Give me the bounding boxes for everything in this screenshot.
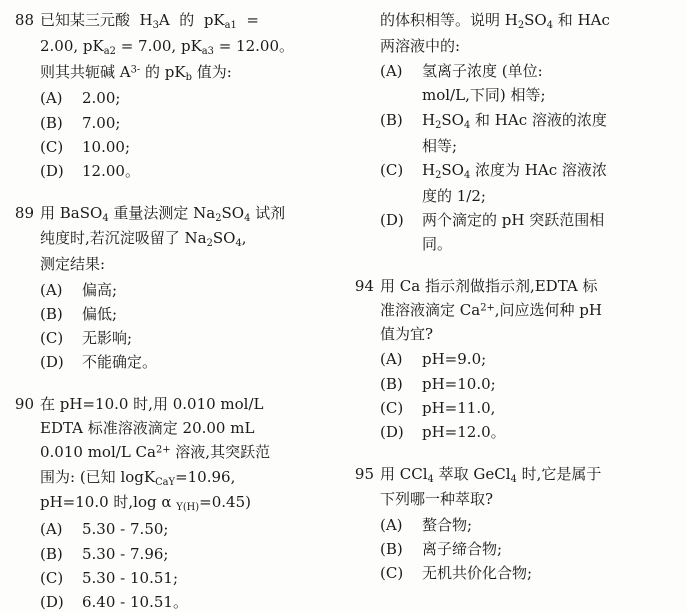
option-text: pH=12.0。 bbox=[422, 423, 506, 442]
question-95 bbox=[350, 462, 672, 586]
option-a bbox=[40, 278, 332, 302]
option-text: 7.00; bbox=[82, 113, 121, 132]
option-text bbox=[422, 158, 672, 208]
option-b bbox=[380, 537, 672, 561]
option-label: (C) bbox=[380, 564, 404, 583]
option-a bbox=[40, 517, 332, 541]
option-label: (C) bbox=[40, 568, 64, 587]
option-text: 5.30 - 7.96; bbox=[82, 544, 169, 563]
option-text: 2.00; bbox=[82, 89, 121, 108]
option-c bbox=[380, 158, 672, 208]
option-text: pH=10.0; bbox=[422, 374, 496, 393]
option-list bbox=[380, 513, 672, 586]
question-number: 89 bbox=[14, 203, 34, 222]
option-label: (D) bbox=[380, 210, 404, 229]
option-text: 离子缔合物; bbox=[422, 540, 503, 558]
option-label: (A) bbox=[380, 62, 403, 81]
option-label: (B) bbox=[380, 110, 403, 129]
option-label: (B) bbox=[40, 113, 63, 132]
option-label: (A) bbox=[40, 520, 63, 539]
question-number: 95 bbox=[354, 464, 374, 483]
question-body bbox=[380, 462, 672, 586]
question-94 bbox=[350, 274, 672, 445]
option-label: (B) bbox=[380, 374, 403, 393]
question-number: 94 bbox=[354, 276, 374, 295]
option-label: (B) bbox=[380, 540, 403, 558]
option-line: $H_2SO_4$ 和 HAc 溶液的浓度 bbox=[422, 110, 607, 131]
question-stem: 用 Ca 指示剂做指示剂,EDTA 标 准溶液滴定 $Ca^{2+}$,问应选何种 pH 值为宜? bbox=[380, 276, 602, 344]
two-column-layout bbox=[10, 8, 677, 612]
question-body bbox=[380, 274, 672, 445]
option-line: 氢离子浓度 (单位: bbox=[422, 62, 543, 81]
option-label: (A) bbox=[380, 350, 403, 369]
question-stem: 已知某三元酸 $H_3A$ 的 $pK_{a1}$ = 2.00, $pK_{a2} = 7.00$, $pK_{a3} = 12.00$。 则其共轭碱 $A^{3-}$ 的 $pK_b$ 值为: bbox=[40, 11, 294, 83]
option-label: (A) bbox=[40, 89, 63, 108]
continuation-stem: 的体积相等。说明 $H_2SO_4$ 和 HAc 两溶液中的: bbox=[380, 11, 610, 55]
option-label: (C) bbox=[380, 399, 404, 417]
option-a bbox=[40, 86, 332, 110]
question-90 bbox=[10, 392, 332, 612]
option-label: (D) bbox=[40, 162, 64, 181]
left-column bbox=[10, 8, 332, 612]
option-label: (C) bbox=[40, 138, 64, 157]
option-a bbox=[380, 513, 672, 537]
option-text: 5.30 - 10.51; bbox=[82, 568, 178, 587]
option-d bbox=[40, 350, 332, 374]
option-line: 度的 1/2; bbox=[422, 186, 486, 205]
question-89 bbox=[10, 201, 332, 375]
option-text: 6.40 - 10.51。 bbox=[82, 593, 188, 612]
option-list bbox=[40, 86, 332, 183]
option-text: pH=9.0; bbox=[422, 350, 487, 369]
option-list bbox=[380, 347, 672, 444]
option-a bbox=[380, 347, 672, 371]
option-line: $H_2SO_4$ 浓度为 HAc 溶液浓 bbox=[422, 160, 607, 181]
option-text: 12.00。 bbox=[82, 162, 140, 181]
option-b bbox=[40, 542, 332, 566]
option-text: 10.00; bbox=[82, 138, 130, 157]
option-label: (D) bbox=[40, 353, 64, 372]
question-stem: 用 BaSO$_4$ 重量法测定 $Na_2SO_4$ 试剂 纯度时,若沉淀吸留了 $Na_2SO_4$, 测定结果: bbox=[40, 203, 286, 274]
question-body bbox=[40, 392, 332, 612]
question-continuation bbox=[350, 8, 672, 257]
question-body bbox=[40, 8, 332, 184]
option-label: (C) bbox=[380, 160, 404, 179]
option-b bbox=[40, 111, 332, 135]
option-a bbox=[380, 59, 672, 108]
option-b bbox=[40, 302, 332, 326]
option-label: (D) bbox=[40, 593, 64, 612]
option-c bbox=[40, 135, 332, 159]
question-stem: 在 pH=10.0 时,用 0.010 mol/L EDTA 标准溶液滴定 20.00 mL 0.010 mol/L $Ca^{2+}$ 溶液,其突跃范 围为: (已知 logK$_{CaY}$=10.96, pH=10.0 时,log α $_{Y(H)}$=0.45) bbox=[40, 394, 271, 514]
option-d bbox=[40, 159, 332, 183]
option-d bbox=[380, 208, 672, 257]
option-text: 偏低; bbox=[82, 304, 118, 323]
option-line: mol/L,下同) 相等; bbox=[422, 86, 546, 105]
option-d bbox=[380, 420, 672, 444]
option-label: (A) bbox=[380, 515, 403, 534]
option-c bbox=[40, 566, 332, 590]
option-text bbox=[422, 208, 672, 257]
question-number: 90 bbox=[14, 394, 34, 413]
question-number: 88 bbox=[14, 11, 34, 29]
question-stem: 用 CCl$_4$ 萃取 GeCl$_4$ 时,它是属于 下列哪一种萃取? bbox=[380, 464, 602, 509]
question-body bbox=[40, 201, 332, 375]
question-body bbox=[380, 8, 672, 257]
option-list bbox=[40, 278, 332, 375]
option-line: 相等; bbox=[422, 136, 458, 155]
right-column bbox=[350, 8, 672, 612]
option-label: (B) bbox=[40, 544, 63, 563]
option-c bbox=[380, 561, 672, 585]
option-line: 两个滴定的 pH 突跃范围相 bbox=[422, 210, 605, 229]
question-88 bbox=[10, 8, 332, 184]
option-label: (C) bbox=[40, 329, 64, 348]
option-text: 无机共价化合物; bbox=[422, 564, 533, 583]
option-line: 同。 bbox=[422, 235, 453, 254]
option-list bbox=[40, 517, 332, 612]
question-number-placeholder bbox=[350, 8, 380, 257]
option-text bbox=[422, 108, 672, 158]
option-text bbox=[422, 59, 672, 108]
option-label: (B) bbox=[40, 304, 63, 323]
option-text: 螯合物; bbox=[422, 515, 473, 534]
option-c bbox=[380, 396, 672, 420]
option-text: pH=11.0, bbox=[422, 399, 496, 417]
option-d bbox=[40, 590, 332, 612]
option-text: 5.30 - 7.50; bbox=[82, 520, 169, 539]
option-label: (D) bbox=[380, 423, 404, 442]
option-text: 偏高; bbox=[82, 280, 118, 299]
option-text: 无影响; bbox=[82, 329, 133, 348]
option-b bbox=[380, 372, 672, 396]
option-label: (A) bbox=[40, 280, 63, 299]
option-c bbox=[40, 326, 332, 350]
option-text: 不能确定。 bbox=[82, 353, 158, 372]
option-list bbox=[380, 59, 672, 256]
option-b bbox=[380, 108, 672, 158]
